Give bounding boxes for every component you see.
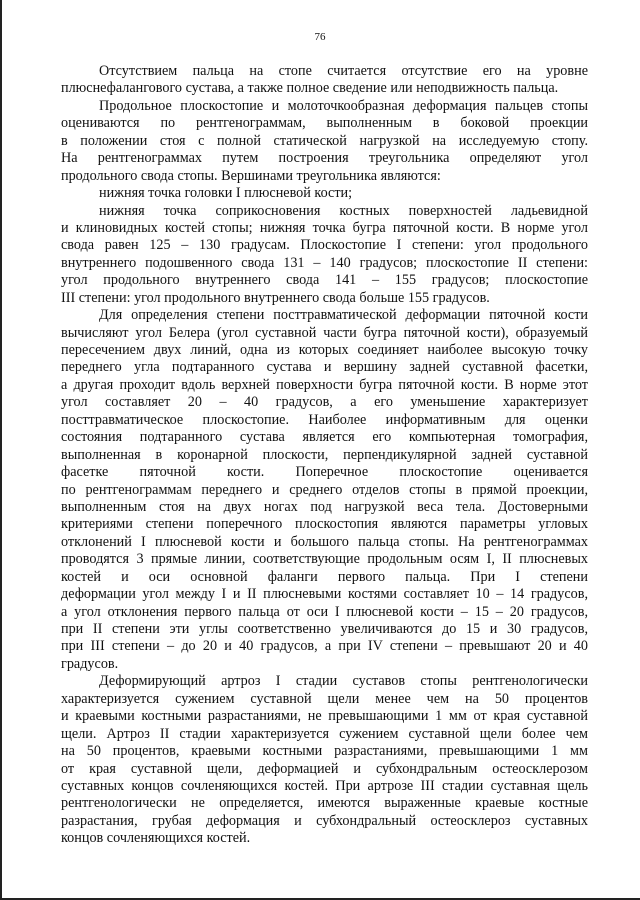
text-line: на 50 процентов, краевыми костными разрастаниями, превышающими 1 мм — [61, 743, 588, 760]
text-line: проводятся 3 прямые линии, соответствующие продольным осям I, II плюсневых — [61, 551, 588, 568]
text-line: Деформирующий артроз I стадии суставов стопы рентгенологически — [99, 673, 588, 690]
text-line: переднего угла подтаранного сустава и вершину задней суставной фасетки, — [61, 359, 588, 376]
text-line: а другая проходит вдоль верхней поверхности бугра пяточной кости. В норме этот — [61, 376, 588, 393]
text-line: выполненная в коронарной плоскости, перпендикулярной задней суставной — [61, 446, 588, 463]
text-line: и клиновидных костей стопы; нижняя точка бугра пяточной кости. В норме угол — [61, 219, 588, 236]
page-edge-left — [0, 0, 2, 900]
text-line: Продольное плоскостопие и молоточкообразная деформация пальцев стопы — [99, 97, 588, 114]
text-line: отклонений I плюсневой кости и большого пальца стопы. На рентгенограммах — [61, 533, 588, 550]
text-line: На рентгенограммах путем построения треугольника определяют угол — [61, 150, 588, 167]
text-line: Отсутствием пальца на стопе считается отсутствие его на уровне — [99, 63, 588, 79]
text-line: продольного свода стопы. Вершинами треугольника являются: — [61, 167, 441, 184]
text-line: при II степени эти углы соответственно увеличиваются до 15 и 30 градусов, — [61, 621, 588, 637]
text-line: III степени: угол продольного внутреннего свода больше 155 градусов. — [61, 289, 490, 306]
text-line: разрастания, грубая деформация и субхондральный остеосклероз суставных — [61, 812, 588, 829]
text-line: пересечением двух линий, одна из которых соединяет наиболее высокую точку — [61, 342, 588, 358]
document-body — [61, 63, 588, 848]
text-line: при III степени – до 20 и 40 градусов, а при IV степени – превышают 20 и 40 — [61, 638, 588, 655]
text-line: а угол отклонения первого пальца от оси I плюсневой кости – 15 – 20 градусов, — [61, 603, 588, 620]
text-line: плюснефалангового сустава, а также полное сведение или неподвижность пальца. — [61, 80, 559, 97]
page-number: 76 — [314, 31, 326, 43]
text-line: угол продольного внутреннего свода 141 – 155 градусов; плоскостопие — [61, 272, 588, 289]
text-line: свода равен 125 – 130 градусам. Плоскостопие I степени: угол продольного — [61, 237, 588, 254]
text-line: внутреннего подошвенного свода 131 – 140 градусов; плоскостопие II степени: — [61, 254, 588, 271]
text-line: состояния подтаранного сустава является его компьютерная томография, — [61, 429, 588, 446]
text-line: нижняя точка головки I плюсневой кости; — [99, 185, 353, 202]
text-line: по рентгенограммам переднего и среднего отделов стопы в прямой проекции, — [61, 481, 588, 498]
text-line: посттравматическое плоскостопие. Наиболее информативным для оценки — [61, 411, 588, 428]
text-line: нижняя точка соприкосновения костных поверхностей ладьевидной — [99, 202, 588, 219]
text-line: концов сочленяющихся костей. — [61, 830, 251, 847]
text-line: фасетке пяточной кости. Поперечное плоскостопие оценивается — [61, 464, 588, 481]
text-line: характеризуется сужением суставной щели менее чем на 50 процентов — [61, 690, 588, 707]
text-line: в положении стоя с полной статической нагрузкой на исследуемую стопу. — [61, 132, 588, 149]
text-line: градусов. — [61, 655, 119, 672]
text-line: выполненным стоя на двух ногах под нагрузкой веса тела. Достоверными — [61, 498, 588, 515]
text-line: от края суставной щели, деформацией и субхондральным остеосклерозом — [61, 760, 588, 777]
text-line: костей и оси основной фаланги первого пальца. При I степени — [61, 568, 588, 585]
text-line: деформации угол между I и II плюсневыми костями составляет 10 – 14 градусов, — [61, 586, 588, 603]
text-line: рентгенологически не определяется, имеются выраженные краевые костные — [61, 795, 588, 812]
text-line: Для определения степени посттравматической деформации пяточной кости — [99, 307, 588, 324]
text-line: суставных концов сочленяющихся костей. При артрозе III стадии суставная щель — [61, 777, 588, 794]
text-line: оцениваются по рентгенограммам, выполненным в боковой проекции — [61, 115, 588, 132]
text-line: угол составляет 20 – 40 градусов, а его уменьшение характеризует — [61, 394, 588, 411]
text-line: критериями степени поперечного плоскостопия являются параметры угловых — [61, 516, 588, 533]
text-line: и краевыми костными разрастаниями, не превышающими 1 мм от края суставной — [61, 708, 588, 725]
text-line: вычисляют угол Белера (угол суставной части бугра пяточной кости), образуемый — [61, 324, 588, 341]
text-line: щели. Артроз II стадии характеризуется сужением суставной щели более чем — [61, 725, 588, 742]
